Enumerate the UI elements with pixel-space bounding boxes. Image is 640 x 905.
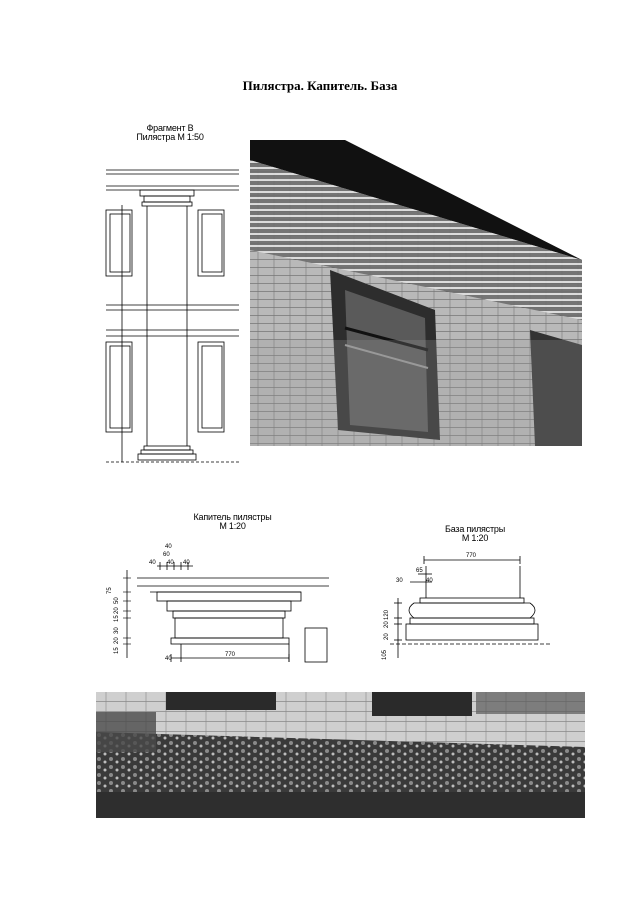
base-dim-40: 40: [426, 578, 433, 584]
capital-dim-top-3: 40: [167, 560, 174, 566]
base-dim-left-2: 20: [384, 633, 390, 640]
capital-caption: [175, 513, 290, 531]
base-caption-line2: М 1:20: [461, 533, 489, 543]
base-caption-line1: База пилястры: [445, 524, 505, 534]
plinth-photo-image: [96, 692, 585, 818]
capital-dim-bottom-left: 40: [165, 656, 172, 662]
base-dim-width: 770: [466, 553, 477, 559]
base-drawing: [380, 548, 560, 668]
capital-drawing: [105, 540, 335, 670]
base-dim-left-3: 105: [382, 649, 388, 660]
capital-dim-left-4: 30: [114, 627, 120, 634]
capital-caption-line1: Капитель пилястры: [193, 512, 272, 522]
capital-dim-left-3: 15: [114, 615, 120, 622]
capital-dim-top-0: 40: [165, 544, 172, 550]
capital-dim-left-5: 20: [114, 637, 120, 644]
base-dim-65: 65: [416, 568, 423, 574]
base-dim-left-0: 120: [384, 609, 390, 620]
capital-dim-width: 770: [225, 652, 236, 658]
base-dim-left-1: 20: [384, 621, 390, 628]
building-photo: [250, 140, 582, 446]
capital-dim-left-2: 20: [114, 607, 120, 614]
capital-dim-top-2: 40: [149, 560, 156, 566]
capital-caption-line2: М 1:20: [219, 521, 246, 531]
fragment-caption-line2: Пилястра М 1:50: [136, 132, 204, 142]
fragment-caption-line1: Фрагмент В: [146, 123, 194, 133]
capital-dim-left-0: 75: [107, 587, 113, 594]
capital-dim-left-6: 15: [114, 647, 120, 654]
plinth-photo: [96, 692, 585, 818]
fragment-caption: [120, 124, 220, 142]
page-title: Пилястра. Капитель. База: [242, 78, 398, 93]
base-caption: [420, 525, 530, 543]
base-dim-30: 30: [396, 578, 403, 584]
capital-dim-top-4: 40: [183, 560, 190, 566]
capital-dim-top-1: 60: [163, 552, 170, 558]
pilaster-elevation-drawing: [104, 150, 244, 470]
building-photo-image: [250, 140, 582, 446]
capital-dim-left-1: 50: [114, 597, 120, 604]
